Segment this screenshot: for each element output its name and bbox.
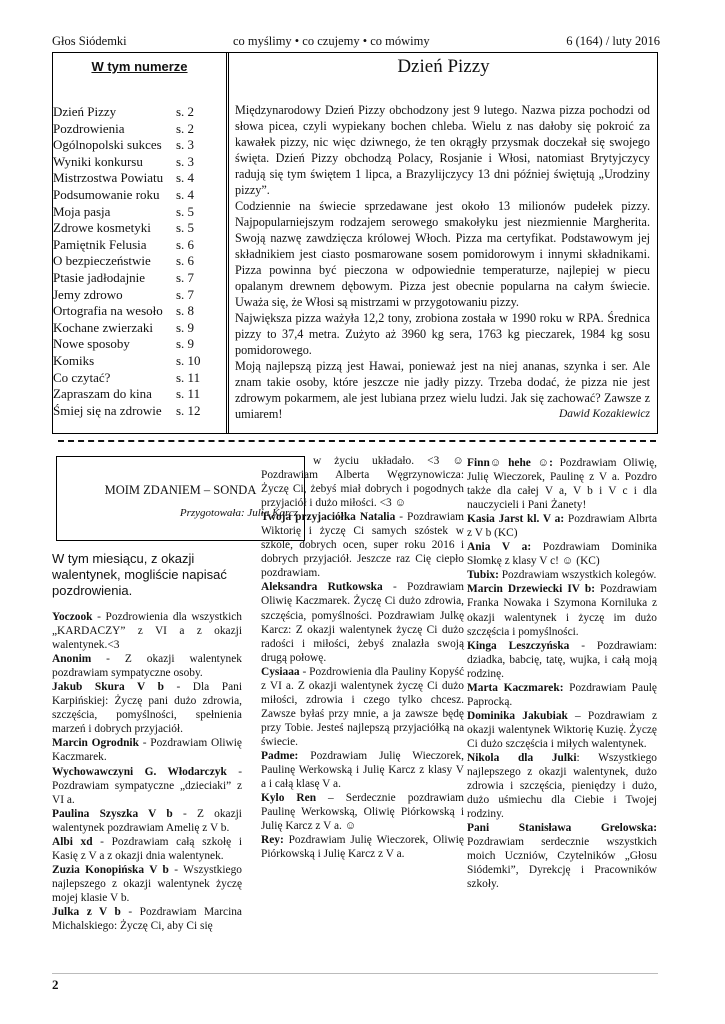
section-divider — [58, 440, 656, 442]
toc-item-page: s. 4 — [176, 186, 195, 202]
article-paragraph: Moją najlepszą pizzą jest Hawai, ponieważ jest na niej ananas, szynka i ser. Ale znam takie osoby, które jeszcze nie jadły pizzy. Trzeba dodać, że pizza nie jest zdrowym pokarmem, ale jest lubiana przez wielu ludzi. Jak się zachować? Zawsze z umiarem! — [235, 359, 650, 421]
greeting-text: Pozdrawiam Julię Wieczorek, Paulinę Werkowską i Julię Karcz z klasy V a i całą klasę V a. — [261, 749, 464, 791]
page-number: 2 — [52, 977, 59, 992]
greeting-author: Marcin Drzewiecki IV b: — [467, 583, 595, 596]
greeting-author: Twoja przyjaciółka Natalia — [261, 511, 396, 524]
article-author: Dawid Kozakiewicz — [558, 408, 650, 420]
greeting-entry — [52, 610, 242, 652]
greeting-author: Yoczook — [52, 611, 93, 623]
greeting-text: - Pozdrawiam sympatyczne „dzieciaki” z VI a. — [52, 765, 242, 806]
toc-item-page: s. 6 — [176, 253, 195, 269]
greeting-entry — [261, 510, 464, 580]
greeting-author: Nikola dla Julki — [467, 751, 577, 764]
toc-item-page: s. 7 — [176, 286, 195, 302]
toc-item-label: Nowe sposoby — [53, 336, 130, 352]
greetings-intro: W tym miesiącu, z okazji walentynek, mogliście napisać pozdrowienia. — [52, 551, 227, 598]
toc-item-page: s. 3 — [176, 137, 195, 153]
greeting-text: Pozdrawiam serdecznie wszystkich moich Uczniów, Czytelników „Głosu Siódemki”, Dyrekcję i Pracowników szkoły. — [467, 836, 657, 891]
toc-item — [53, 353, 220, 370]
greeting-author: Cysiaaa — [261, 665, 300, 678]
toc-item-label: Wyniki konkursu — [53, 153, 143, 169]
toc-item — [53, 220, 220, 237]
greeting-author: Albi xd — [52, 835, 93, 848]
greeting-text: - Z okazji walentynek pozdrawiam Amelię z V b. — [52, 807, 242, 834]
greeting-author: Kylo Ren — [261, 792, 317, 805]
greetings-column-2 — [261, 454, 464, 861]
greeting-entry — [261, 580, 464, 664]
toc-item-page: s. 7 — [176, 269, 195, 285]
toc-item-page: s. 8 — [176, 303, 195, 319]
toc-item-page: s. 4 — [176, 170, 195, 186]
toc-item-page: s. 10 — [176, 352, 201, 368]
greeting-entry — [261, 749, 464, 791]
toc-item — [53, 320, 220, 337]
greeting-entry — [467, 456, 657, 512]
toc-item-label: Mistrzostwa Powiatu — [53, 170, 164, 186]
toc-item — [53, 121, 220, 138]
greeting-text: - Dla Pani Karpińskiej: Życzę pani dużo zdrowia, szczęścia, pomyślności, spełnienia marzeń i dobrych przyjaciół. — [52, 681, 242, 736]
greeting-text: Pozdrawiam Paulę Paprocką. — [467, 681, 657, 708]
toc-item — [53, 154, 220, 171]
greeting-text: Pozdrawiam Oliwię, Julię Wieczorek, Paulinę z V a. Pozdro także dla całej V a, V b i V c i dla nauczycieli i Pani Żanety! — [467, 457, 657, 512]
greeting-entry — [52, 905, 242, 933]
toc-item-page: s. 11 — [176, 386, 201, 402]
toc-item — [53, 253, 220, 270]
toc-item-label: Moja pasja — [53, 203, 111, 219]
greeting-text: - Pozdrawiam Oliwię Kaczmarek. Życzę Ci dużo zdrowia, szczęścia, pomyślności. Pozdrawiam Julkę Karcz: Z okazji walentynek życzę Ci dużo radości i miłości, żebyś znalazła swoją drugą połowę. — [261, 581, 464, 664]
greeting-author: Anonim — [52, 653, 92, 666]
greeting-entry — [467, 639, 657, 681]
toc-item-label: Dzień Pizzy — [53, 104, 117, 119]
toc-item-page: s. 5 — [176, 203, 195, 219]
greeting-text: Pozdrawiam Dominika Słomkę z klasy V c! ☺ (KC) — [467, 541, 657, 568]
greeting-entry — [52, 835, 242, 863]
greeting-text: - Pozdrawiam Wiktorię i życzę Ci samych szóstek w szkole, dobrych ocen, super roku 2016 i dobrych przyjaciół. Jeszcze raz Cię ciepło pozdrawiam. — [261, 511, 464, 580]
toc-item-page: s. 2 — [176, 120, 195, 136]
sonda-title: MOIM ZDANIEM – SONDA — [104, 483, 257, 497]
toc-item — [53, 204, 220, 221]
greeting-author: Julka z V b — [52, 905, 121, 918]
greeting-entry — [52, 863, 242, 905]
greeting-entry — [261, 665, 464, 749]
toc-item-page: s. 3 — [176, 153, 195, 169]
greeting-author: Dominika Jakubiak — [467, 709, 568, 722]
toc-list — [53, 104, 226, 419]
toc-item-page: s. 9 — [176, 336, 195, 352]
greeting-author: Rey: — [261, 834, 284, 847]
greeting-author: Marta Kaczmarek: — [467, 681, 564, 694]
top-box — [52, 52, 658, 434]
toc-item-page: s. 5 — [176, 220, 195, 236]
article-title: Dzień Pizzy — [397, 56, 490, 77]
toc-item-label: Zdrowe kosmetyki — [53, 220, 151, 236]
greeting-text: – Serdecznie pozdrawiam Paulinę Werkowską, Oliwię Piórkowską i Julię Karcz z V a. ☺ — [261, 792, 465, 833]
greeting-entry — [467, 568, 657, 582]
greetings-column-1 — [52, 610, 242, 933]
toc-item-label: Śmiej się na zdrowie — [53, 402, 162, 418]
toc-item-label: O bezpieczeństwie — [53, 253, 151, 269]
greeting-entry — [261, 833, 464, 861]
greeting-entry — [467, 540, 657, 568]
toc-title: W tym numerze — [91, 59, 188, 74]
greeting-entry — [467, 512, 657, 540]
sonda-author: Przygotowała: Julia Karcz — [179, 507, 298, 519]
greeting-author: Kinga Leszczyńska — [467, 639, 570, 652]
toc-item-label: Podsumowanie roku — [53, 186, 160, 202]
greeting-author: Zuzia Konopińska V b — [52, 863, 169, 876]
greeting-text: - Z okazji walentynek pozdrawiam sympatyczne osoby. — [52, 653, 242, 680]
article-paragraph: Codziennie na świecie sprzedawane jest około 13 milionów pudełek pizzy. Najpopularniejszym rodzajem serowego smakołyku jest niezmiennie Margherita. Swoją nazwę zawdzięcza królowej Włoch. Pizza ma certyfikat. Podstawowym jej składnikiem jest ciasto posmarowane sosem pomidorowym i innymi składnikami. Pizza powinna być pieczona w odpowiednie temperaturze, najlepiej w piecu opalanym drewnem dębowym. Pizza jest obecnie popularna na całym świecie. Uważa się, że Włosi są mistrzami w przygotowaniu pizzy. — [235, 199, 650, 309]
greeting-text: - Pozdrawiam Marcina Michalskiego: Życzę Ci, aby Ci się — [52, 905, 242, 933]
magazine-title: Głos Siódemki — [52, 34, 127, 48]
greeting-text: - Wszystkiego najlepszego z okazji walentynek życzę mojej klasie V b. — [52, 863, 242, 904]
greeting-author: Ania V a: — [467, 541, 532, 554]
greeting-text: - Pozdrawiam Oliwię Kaczmarek. — [52, 737, 242, 764]
toc-item — [53, 386, 220, 403]
toc-item-label: Kochane zwierzaki — [53, 319, 153, 335]
toc-item — [53, 403, 220, 420]
toc-item — [53, 287, 220, 304]
greeting-text: Pozdrawiam Franka Nowaka i Szymona Korniluka z okazji walentynek i życzę im dużo szczęścia i pomyślności. — [467, 583, 657, 638]
toc-item-page: s. 6 — [176, 236, 195, 252]
toc-item — [53, 187, 220, 204]
article-paragraph: Międzynarodowy Dzień Pizzy obchodzony jest 9 lutego. Nazwa pizza pochodzi od słowa picea, czyli wypiekany bochen chleba. Wielu z nas dałoby się pokroić za kawałek pizzy, nic więc dziwnego, że ten okrągły przysmak doczekał się swojego święta. Dzień Pizzy obchodzą Polacy, Rosjanie i Włosi, natomiast Brytyjczycy radują się tym świętem 1 lipca, a Brazylijczycy 13 dni później świętują „Urodziny pizzy”. — [235, 103, 650, 197]
toc-item-page: s. 9 — [176, 319, 195, 335]
magazine-motto: co myślimy • co czujemy • co mówimy — [233, 34, 430, 48]
toc-item — [53, 270, 220, 287]
greeting-entry — [467, 709, 657, 751]
toc-item — [53, 104, 220, 121]
toc-item-page: s. 11 — [176, 369, 201, 385]
article-body — [235, 102, 650, 422]
toc-item-label: Ptasie jadłodajnie — [53, 269, 146, 285]
article-pizza-day — [230, 53, 657, 433]
greeting-text: - Pozdrowienia dla wszystkich „KARDACZY” z VI a z okazji walentynek.<3 — [52, 611, 242, 652]
toc-item-label: Pozdrowienia — [53, 120, 125, 136]
greeting-author: Tubix: — [467, 569, 499, 582]
greeting-entry — [52, 736, 242, 764]
greeting-text: : Wszystkiego najlepszego z okazji walentynek, dużo zdrowia i szczęścia, pieniędzy i dużo, dużo uśmiechu dla Ciebie i Twojej rodziny. — [467, 751, 657, 821]
toc-item-label: Zapraszam do kina — [53, 386, 152, 402]
greeting-author: Wychowawczyni G. Włodarczyk — [52, 765, 227, 778]
greeting-entry — [52, 807, 242, 835]
greeting-entry — [52, 680, 242, 736]
article-paragraph: Największa pizza ważyła 12,2 tony, zrobiona została w 1990 roku w RPA. Średnica pizzy to 37,4 metra. Zużyto aż 3960 kg sera, 1763 kg pieczarek, 1984 kg sosu pomidorowego. — [235, 311, 650, 357]
toc-item-label: Pamiętnik Felusia — [53, 236, 147, 252]
toc-item — [53, 370, 220, 387]
toc-item-label: Ortografia na wesoło — [53, 303, 163, 319]
greeting-author: Pani Stanisława Grelowska: — [467, 822, 657, 835]
toc-item-label: Komiks — [53, 352, 95, 368]
toc-item — [53, 336, 220, 353]
toc-item-label: Jemy zdrowo — [53, 286, 123, 302]
footer-rule — [52, 973, 658, 974]
greeting-text: Pozdrawiam Julię Wieczorek, Oliwię Piórkowską i Julię Karcz z V a. — [261, 834, 464, 861]
greeting-text: - Pozdrawiam całą szkołę i Kasię z V a z okazji dnia walentynek. — [52, 835, 242, 862]
greeting-entry — [467, 751, 657, 821]
greeting-author: Kasia Jarst kl. V a: — [467, 513, 565, 526]
greeting-author: Jakub Skura V b — [52, 681, 164, 694]
greeting-entry — [467, 582, 657, 638]
greeting-entry — [52, 765, 242, 807]
issue-info: 6 (164) / luty 2016 — [566, 34, 660, 48]
greeting-continuation: w życiu układało. <3 ☺ Pozdrawiam Alberta Węgrzynowicza: Życzę Ci, żebyś miał dobrych i pogodnych przyjaciół i dużo miłości. <3 ☺ — [261, 455, 464, 510]
toc-item-label: Ogólnopolski sukces — [53, 137, 162, 153]
greeting-entry — [467, 681, 657, 709]
greeting-text: – Pozdrawiam z okazji walentynek Wiktorię Kuzię. Życzę Ci dużo szczęścia i miłych walentynek. — [467, 709, 658, 750]
greeting-text: - Pozdrowienia dla Pauliny Kopyść z VI a. Z okazji walentynek życzę Ci dużo miłości, zdrowia i czego tylko chcesz. Zawsze byłaś przy mnie, a ja zawsze będę przy Tobie. Jesteś najlepszą przyjaciółką na świecie. — [261, 665, 464, 748]
greeting-entry — [52, 652, 242, 680]
toc-item — [53, 170, 220, 187]
toc-item — [53, 237, 220, 254]
greeting-entry — [467, 821, 657, 891]
greeting-text: - Pozdrawiam: dziadka, babcię, tatę, wujka, i całą moją rodzinę. — [467, 639, 657, 680]
toc-item — [53, 137, 220, 154]
toc-item — [53, 303, 220, 320]
toc-item-page: s. 12 — [176, 402, 201, 418]
toc-item-page: s. 2 — [176, 104, 195, 119]
greeting-author: Marcin Ogrodnik — [52, 737, 139, 750]
greeting-text: Pozdrawiam Albrta z V b (KC) — [467, 513, 658, 540]
table-of-contents — [53, 53, 229, 433]
greetings-column-3 — [467, 456, 657, 891]
page-header — [52, 34, 660, 52]
toc-item-label: Co czytać? — [53, 369, 111, 385]
greeting-entry — [261, 791, 464, 833]
greeting-author: Finn☺ hehe ☺: — [467, 457, 553, 469]
greeting-text: Pozdrawiam wszystkich kolegów. — [498, 569, 657, 582]
greeting-author: Paulina Szyszka V b — [52, 807, 173, 820]
greeting-author: Aleksandra Rutkowska — [261, 581, 383, 594]
greeting-author: Padme: — [261, 749, 299, 762]
